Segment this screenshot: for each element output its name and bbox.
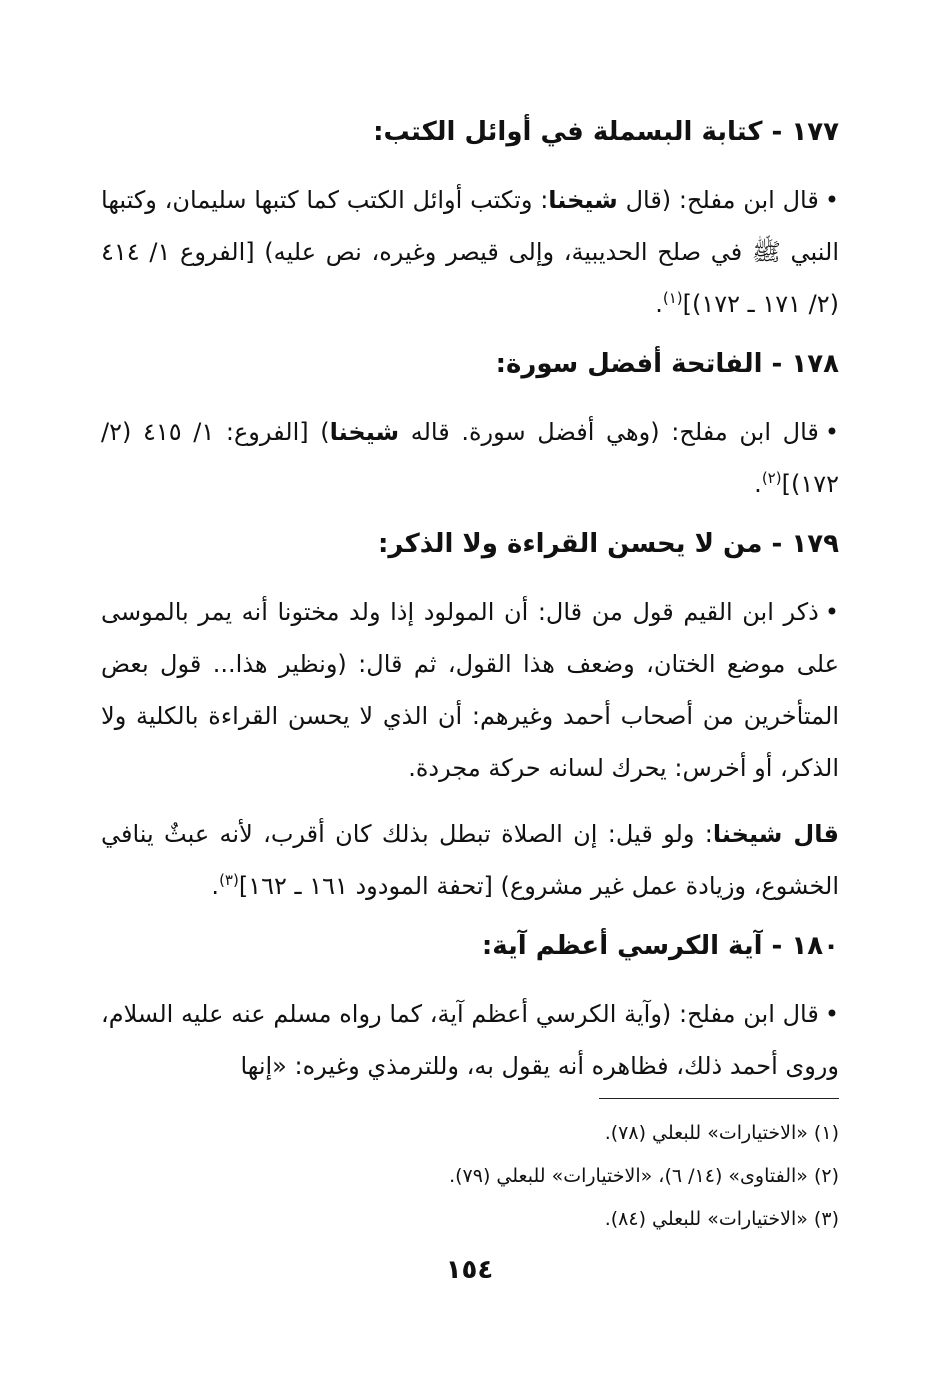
bold-term: شيخنا xyxy=(548,186,618,214)
section-heading: ١٨٠ - آية الكرسي أعظم آية: xyxy=(481,931,839,961)
paragraph xyxy=(101,988,839,1092)
paragraph-end: . xyxy=(211,872,220,900)
paragraph xyxy=(101,406,839,510)
footnote-ref: (٢) xyxy=(761,469,782,487)
bullet-icon: • xyxy=(824,598,839,626)
bold-term: شيخنا xyxy=(329,418,400,446)
page-number: ١٥٤ xyxy=(445,1255,494,1285)
paragraph-text: ) [الفروع: ١/ ٤١٥ (٢/ ١٧٢)] xyxy=(101,418,839,498)
section-heading: ١٧٩ - من لا يحسن القراءة ولا الذكر: xyxy=(378,529,839,559)
footnote-divider xyxy=(599,1098,839,1099)
bullet-icon: • xyxy=(824,418,840,446)
page-body xyxy=(101,112,839,1106)
paragraph-text: ذكر ابن القيم قول من قال: أن المولود إذا ولد مختونا أنه يمر بالموسى على موضع الختان، وضعف هذا القول، ثم قال: (ونظير هذا... قول بعض المتأخرين من أصحاب أحمد وغيرهم: أن الذي لا يحسن القراءة بالكلية ولا الذكر، أو أخرس: يحرك لسانه حركة مجردة. xyxy=(101,598,839,782)
footnote-ref: (٣) xyxy=(219,871,239,889)
footnote: (٣) «الاختيارات» للبعلي (٨٤). xyxy=(604,1208,839,1230)
section-180 xyxy=(101,926,839,1092)
paragraph-text: قال ابن مفلح: (وهي أفضل سورة. قاله xyxy=(399,418,819,446)
section-178 xyxy=(101,344,839,510)
section-heading: ١٧٨ - الفاتحة أفضل سورة: xyxy=(495,349,839,379)
footnote: (١) «الاختيارات» للبعلي (٧٨). xyxy=(604,1122,839,1144)
section-heading: ١٧٧ - كتابة البسملة في أوائل الكتب: xyxy=(373,117,839,147)
section-177 xyxy=(101,112,839,330)
paragraph xyxy=(101,808,839,912)
paragraph-text: قال ابن مفلح: (قال xyxy=(617,186,819,214)
bullet-icon: • xyxy=(824,1000,839,1028)
footnote-list xyxy=(101,1112,839,1241)
paragraph-end: . xyxy=(754,470,762,498)
paragraph xyxy=(101,174,839,330)
section-179 xyxy=(101,524,839,912)
paragraph-end: . xyxy=(655,290,663,318)
paragraph-text: قال ابن مفلح: (وآية الكرسي أعظم آية، كما رواه مسلم عنه عليه السلام، وروى أحمد ذلك، فظاهره أنه يقول به، وللترمذي وغيره: «إنها xyxy=(101,1000,839,1080)
paragraph-text: : وتكتب أوائل الكتب كما كتبها سليمان، وكتبها النبي ﷺ في صلح الحديبية، وإلى قيصر وغيره، نص عليه) [الفروع ١/ ٤١٤ (٢/ ١٧١ ـ ١٧٢)] xyxy=(101,186,840,318)
bullet-icon: • xyxy=(824,186,839,214)
paragraph-text: : ولو قيل: إن الصلاة تبطل بذلك كان أقرب، لأنه عبثٌ ينافي الخشوع، وزيادة عمل غير مشروع) [تحفة المودود ١٦١ ـ ١٦٢] xyxy=(101,820,839,900)
bold-term: قال شيخنا xyxy=(712,820,839,848)
footnote-ref: (١) xyxy=(662,289,683,307)
paragraph xyxy=(101,586,839,794)
footnote: (٢) «الفتاوى» (١٤/ ٦)، «الاختيارات» للبعلي (٧٩). xyxy=(449,1165,839,1187)
